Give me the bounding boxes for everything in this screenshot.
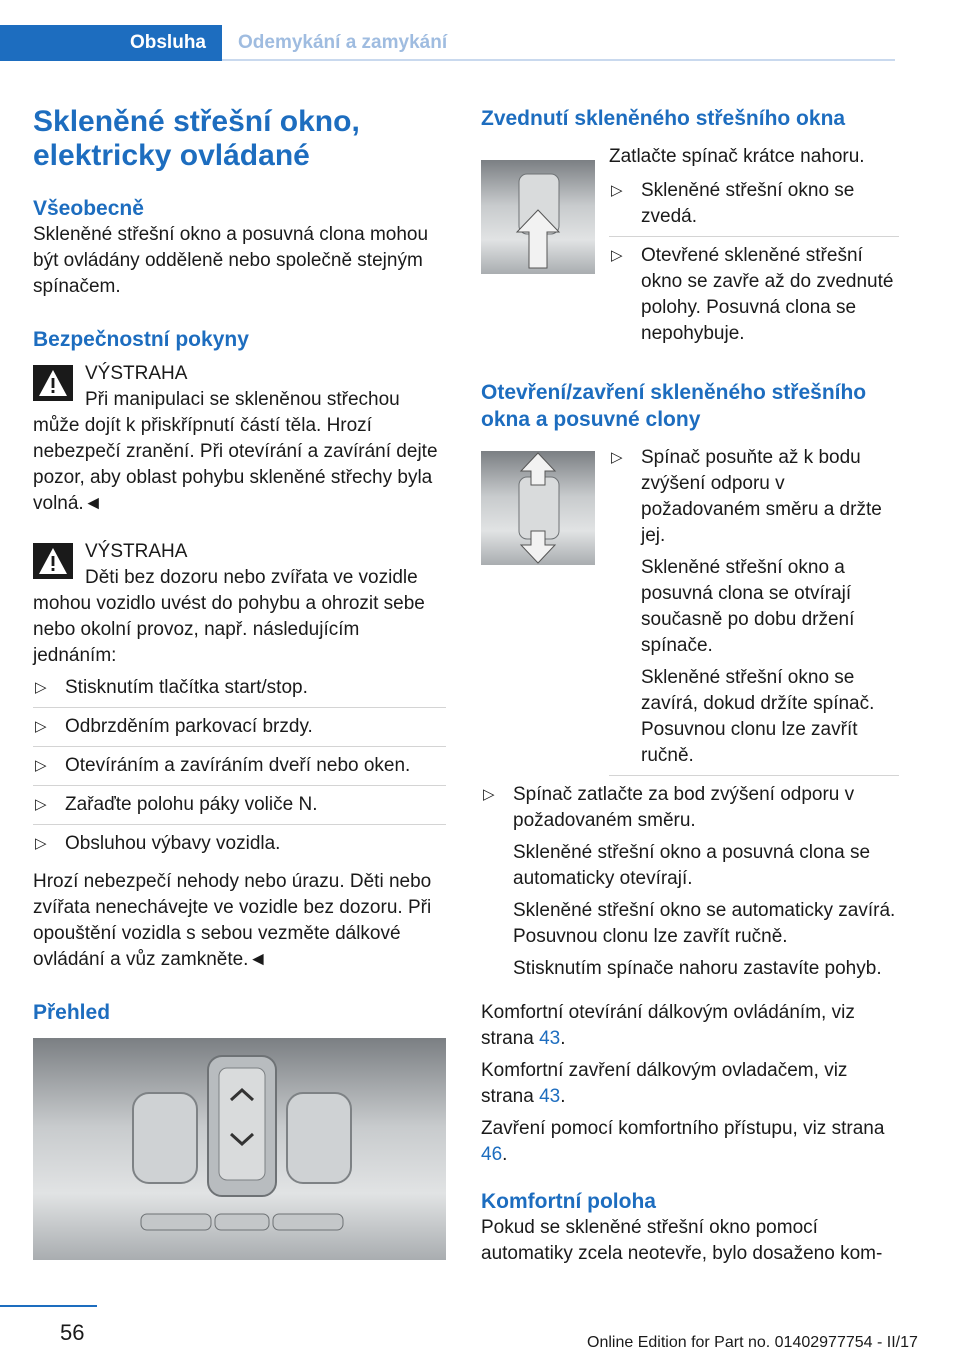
overview-heading: Přehled xyxy=(33,1001,111,1024)
triangle-bullet-icon: ▷ xyxy=(35,718,47,735)
triangle-bullet-icon: ▷ xyxy=(611,182,623,199)
open-heading: Otevření/zavření skleněného střešního okna a posuvné clony xyxy=(481,381,867,431)
list-item: ▷ Stisknutím tlačítka start/stop. xyxy=(33,675,446,708)
page-link-43[interactable]: 43 xyxy=(539,1028,561,1049)
triangle-bullet-icon: ▷ xyxy=(35,757,47,774)
open-item1-p2: Skleněné střešní okno se zavírá, dokud držíte spínač. Posuvnou clonu lze zavřít ručně. xyxy=(641,667,875,766)
roof-console-photo xyxy=(33,1038,446,1260)
list-item: ▷ Otevřené skleněné střešní okno se zavře až do zvednuté polohy. Posuvná clona se nepohybuje. xyxy=(611,245,894,344)
warning-2-label: VÝSTRAHA xyxy=(85,541,188,562)
list-item: ▷ Otevíráním a zavíráním dveří nebo oken. xyxy=(33,753,446,786)
triangle-bullet-icon: ▷ xyxy=(611,247,623,264)
comfort-heading: Komfortní poloha xyxy=(481,1190,656,1213)
warning-triangle-icon xyxy=(33,543,73,579)
remote-open-ref: Komfortní otevírání dálkovým ovládáním, viz strana 43. xyxy=(481,1002,855,1049)
warning-1-text: Při manipulaci se skleněnou střechou může dojít k přiskřípnutí částí těla. Hrozí nebezpečí zranění. Při otevírání a zavírání dejte pozor, aby oblast pohybu skleněné střechy byla volná.◄ xyxy=(33,389,438,514)
arrow-updown-icon xyxy=(481,451,595,565)
tab-obsluha[interactable]: Obsluha xyxy=(0,25,222,61)
arrow-up-icon xyxy=(481,160,595,274)
warning-2-list xyxy=(33,675,446,863)
list-item: ▷ Obsluhou výbavy vozidla. xyxy=(33,831,446,863)
open-list-1 xyxy=(609,445,899,776)
open-item2-p3: Stisknutím spínače nahoru zastavíte pohyb. xyxy=(513,958,882,979)
warning-1-label: VÝSTRAHA xyxy=(85,363,188,384)
warning-2-text: Děti bez dozoru nebo zvířata ve vozidle mohou vozidlo uvést do pohybu a ohrozit sebe nebo okolní provoz, např. následujícím jednáním: xyxy=(33,567,425,666)
triangle-bullet-icon: ▷ xyxy=(35,679,47,696)
warning-2-end: Hrozí nebezpečí nehody nebo úrazu. Děti nebo zvířata nenechávejte ve vozidle bez dozoru. Při opouštění vozidla s sebou vezměte dálkové ovládání a vůz zamkněte.◄ xyxy=(33,871,432,970)
general-text: Skleněné střešní okno a posuvná clona mohou být ovládány odděleně nebo společně stejným spínačem. xyxy=(33,224,429,297)
raise-heading: Zvednutí skleněného střešního okna xyxy=(481,107,846,130)
open-section xyxy=(481,445,899,776)
open-item2-p1: Skleněné střešní okno a posuvná clona se automaticky otevírají. xyxy=(513,842,871,889)
roof-console-illustration xyxy=(33,1038,446,1260)
right-column xyxy=(481,105,899,1267)
open-item1-p1: Skleněné střešní okno a posuvná clona se otvírají současně po dobu držení spínače. xyxy=(641,557,855,656)
page-link-46[interactable]: 46 xyxy=(481,1144,503,1165)
tab-odemykani[interactable]: Odemykání a zamykání xyxy=(238,32,448,53)
left-column xyxy=(33,105,446,1260)
triangle-bullet-icon: ▷ xyxy=(483,786,495,803)
page-title: Skleněné střešní okno, elektricky ovládané xyxy=(33,105,360,172)
header-tabs xyxy=(0,25,895,61)
tab-underline xyxy=(222,59,895,61)
list-item: ▷ Zařaďte polohu páky voliče N. xyxy=(33,792,446,825)
warning-2 xyxy=(33,539,446,669)
list-item: ▷ Spínač posuňte až k bodu zvýšení odporu v požadovaném směru a držte jej. Skleněné střešní okno a posuvná clona se otvírají současně po dobu držení spínače. Skleněné střešní okno se zavírá, dokud držíte spínač. Posuvnou clonu lze zavřít ručně. xyxy=(609,445,899,776)
safety-heading: Bezpečnostní pokyny xyxy=(33,328,249,351)
list-item: ▷ Odbrzděním parkovací brzdy. xyxy=(33,714,446,747)
page-number: 56 xyxy=(60,1320,85,1345)
general-heading: Všeobecně xyxy=(33,197,144,220)
open-switch-photo xyxy=(481,451,595,565)
raise-list xyxy=(609,178,899,353)
edition-note: Online Edition for Part no. 01402977754 - II/17 xyxy=(587,1334,918,1351)
raise-text: Zatlačte spínač krátce nahoru. xyxy=(609,146,865,167)
warning-1 xyxy=(33,361,446,517)
page-link-43[interactable]: 43 xyxy=(539,1086,561,1107)
comfort-text: Pokud se skleněné střešní okno pomocí automatiky zcela neotevře, bylo dosaženo kom- xyxy=(481,1217,883,1264)
open-item2-p2: Skleněné střešní okno se automaticky zavírá. Posuvnou clonu lze zavřít ručně. xyxy=(513,900,896,947)
raise-switch-photo xyxy=(481,160,595,274)
list-item: ▷ Skleněné střešní okno se zvedá. xyxy=(609,178,899,237)
remote-close-ref: Komfortní zavření dálkovým ovladačem, viz strana 43. xyxy=(481,1060,848,1107)
triangle-bullet-icon: ▷ xyxy=(35,835,47,852)
triangle-bullet-icon: ▷ xyxy=(35,796,47,813)
triangle-bullet-icon: ▷ xyxy=(611,449,623,466)
raise-section xyxy=(481,144,899,353)
open-list-2 xyxy=(481,782,899,988)
list-item: ▷ Spínač zatlačte za bod zvýšení odporu v požadovaném směru. Skleněné střešní okno a posuvná clona se automaticky otevírají. Skleněné střešní okno se automaticky zavírá. Posuvnou clonu lze zavřít ručně. Stisknutím spínače nahoru zastavíte pohyb. xyxy=(481,782,899,988)
comfort-close-ref: Zavření pomocí komfortního přístupu, viz strana 46. xyxy=(481,1118,885,1165)
footer-rule xyxy=(0,1305,97,1307)
warning-triangle-icon xyxy=(33,365,73,401)
